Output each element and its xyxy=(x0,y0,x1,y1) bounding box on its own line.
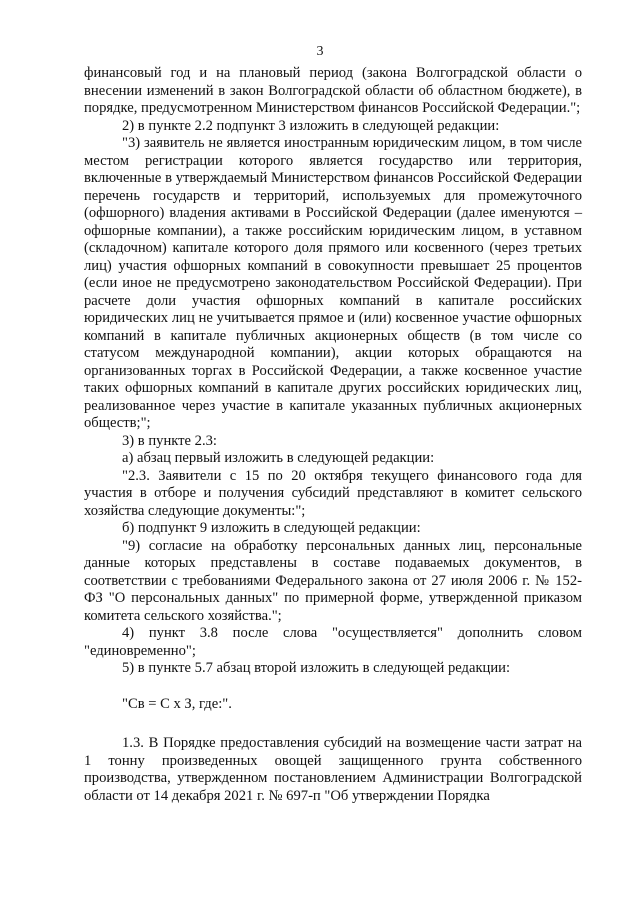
page-number: 3 xyxy=(316,44,324,59)
paragraph-consent-clause: "9) согласие на обработку персональных данных лиц, персональные данные которых представлены в составе подаваемых документов, в соответствии с требованиями Федерального закона от 27 июля 2006 г. № 152-ФЗ "О персональных данных" по примерной форме, утвержденной приказом комитета сельского хозяйства."; xyxy=(84,537,582,624)
paragraph-item-5: 5) в пункте 5.7 абзац второй изложить в следующей редакции: xyxy=(122,660,511,676)
document-body xyxy=(84,65,582,805)
paragraph-item-3: 3) в пункте 2.3: xyxy=(122,432,217,449)
paragraph-subitem-a: а) абзац первый изложить в следующей редакции: xyxy=(122,450,435,466)
paragraph-offshore-clause: "3) заявитель не является иностранным юридическим лицом, в том числе местом регистрации которого является государство или территория, включенные в утверждаемый Министерством финансов Российской Федерации перечень государств и территорий, используемых для промежуточного (офшорного) владения активами в Российской Федерации (далее именуются – офшорные компании), а также российским юридическим лицом, в уставном (складочном) капитале которого доля прямого или косвенного (через третьих лиц) участия офшорных компаний в совокупности превышает 25 процентов (если иное не предусмотрено законодательством Российской Федерации). При расчете доли участия офшорных компаний в капитале российских юридических лиц не учитывается прямое и (или) косвенное участие офшорных компаний в капитале публичных акционерных обществ (в том числе со статусом международной компании), акции которых обращаются на организованных торгах в Российской Федерации, а также косвенное участие таких офшорных компаний в капитале других российских юридических лиц, реализованное через участие в капитале указанных публичных акционерных обществ;"; xyxy=(84,135,582,431)
paragraph-subitem-b: б) подпункт 9 изложить в следующей редакции: xyxy=(122,520,421,536)
paragraph-section-1-3: 1.3. В Порядке предоставления субсидий на возмещение части затрат на 1 тонну произведенных овощей защищенного грунта собственного производства, утвержденном постановлением Администрации Волгоградской области от 14 декабря 2021 г. № 697-п "Об утверждении Порядка xyxy=(84,735,582,804)
paragraph-budget-continuation: финансовый год и на плановый период (закона Волгоградской области о внесении изменений в закон Волгоградской области об областном бюджете), в порядке, предусмотренном Министерством финансов Российской Федерации."; xyxy=(84,65,582,116)
paragraph-item-4: 4) пункт 3.8 после слова "осуществляется" дополнить словом "единовременно"; xyxy=(84,625,582,659)
paragraph-item-2: 2) в пункте 2.2 подпункт 3 изложить в следующей редакции: xyxy=(122,117,500,134)
paragraph-clause-2-3: "2.3. Заявители с 15 по 20 октября текущего финансового года для участия в отборе и получения субсидий представляют в комитет сельского хозяйства следующие документы:"; xyxy=(84,467,582,519)
paragraph-formula: "Св = С х З, где:". xyxy=(122,695,232,712)
